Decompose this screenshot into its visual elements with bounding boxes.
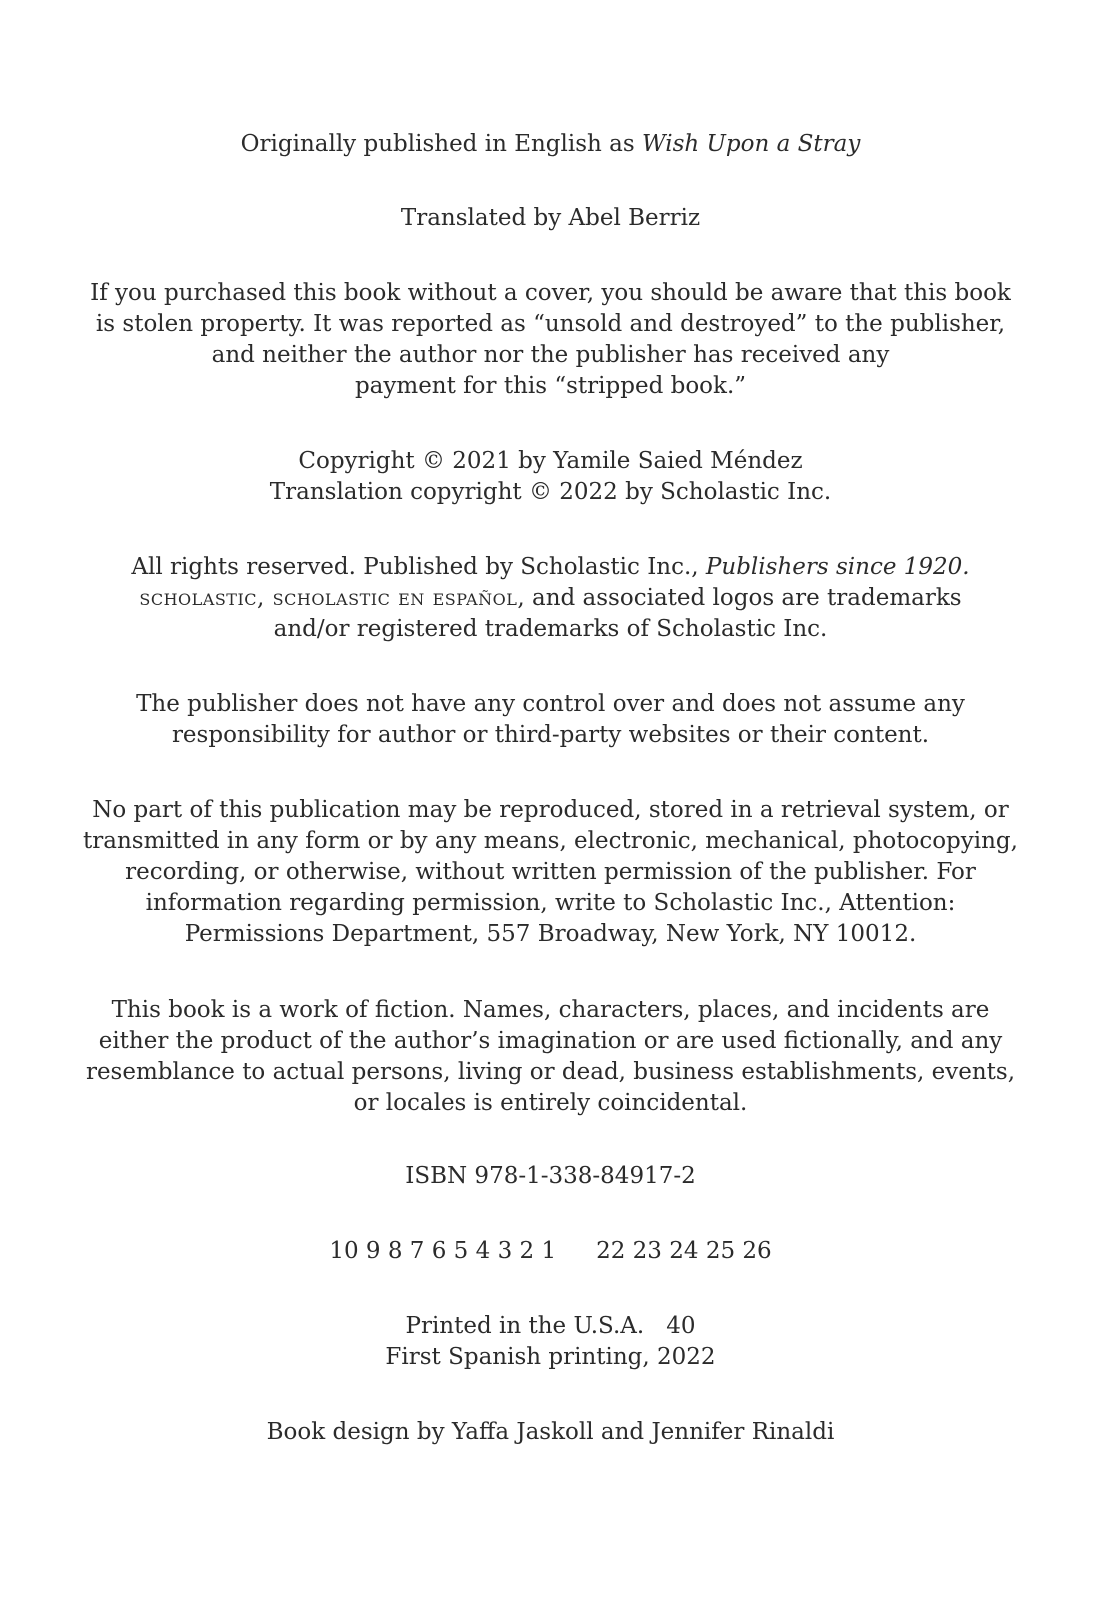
translator-credit — [0, 203, 1101, 234]
book-design-credit — [0, 1417, 1101, 1448]
copyright-notice — [0, 446, 1101, 508]
impression-numbers: 10 9 8 7 6 5 4 3 2 1 — [329, 1238, 557, 1264]
reproduction-line: information regarding permission, write to Scholastic Inc., Attention: — [145, 890, 956, 916]
printing-line — [0, 1236, 1101, 1267]
isbn — [0, 1161, 1101, 1192]
fiction-line: resemblance to actual persons, living or dead, business establishments, events, — [85, 1059, 1016, 1085]
reproduction-line: No part of this publication may be reproduced, stored in a retrieval system, or — [92, 797, 1009, 823]
printing-years: 22 23 24 25 26 — [596, 1238, 772, 1264]
stripped-book-notice — [0, 278, 1101, 402]
reproduction-notice — [0, 795, 1101, 950]
rights-line-3: and/or registered trademarks of Scholastic Inc. — [273, 616, 828, 642]
stripped-notice-line: and neither the author nor the publisher has received any — [211, 342, 890, 368]
reproduction-line: transmitted in any form or by any means, electronic, mechanical, photocopying, — [83, 828, 1018, 854]
reproduction-line: Permissions Department, 557 Broadway, New York, NY 10012. — [184, 921, 917, 947]
edition-line: First Spanish printing, 2022 — [385, 1344, 716, 1370]
stripped-notice-line: If you purchased this book without a cover, you should be aware that this book — [90, 280, 1011, 306]
trademark-names: scholastic, scholastic en español — [139, 585, 518, 611]
original-publication-prefix: Originally published in English as — [240, 131, 642, 157]
translator-line: Translated by Abel Berriz — [400, 205, 701, 231]
website-disclaimer — [0, 689, 1101, 751]
fiction-line: either the product of the author’s imagination or are used fictionally, and any — [98, 1028, 1003, 1054]
original-publication — [0, 129, 1101, 160]
fiction-notice — [0, 995, 1101, 1119]
original-title: Wish Upon a Stray — [642, 131, 861, 157]
book-design-line: Book design by Yaffa Jaskoll and Jennifer Rinaldi — [266, 1419, 835, 1445]
rights-reserved — [0, 552, 1101, 645]
printer-code: 40 — [666, 1313, 696, 1339]
disclaimer-line: The publisher does not have any control over and does not assume any — [136, 691, 965, 717]
stripped-notice-line: is stolen property. It was reported as “unsold and destroyed” to the publisher, — [95, 311, 1006, 337]
publishers-since: Publishers since 1920. — [705, 554, 970, 580]
rights-line-1: All rights reserved. Published by Scholastic Inc., — [131, 554, 706, 580]
isbn-line: ISBN 978-1-338-84917-2 — [405, 1163, 696, 1189]
reproduction-line: recording, or otherwise, without written permission of the publisher. For — [125, 859, 976, 885]
stripped-notice-line: payment for this “stripped book.” — [354, 373, 747, 399]
rights-line-2: , and associated logos are trademarks — [517, 585, 962, 611]
fiction-line: This book is a work of fiction. Names, characters, places, and incidents are — [111, 997, 990, 1023]
translation-copyright-line: Translation copyright © 2022 by Scholastic Inc. — [269, 479, 832, 505]
copyright-line: Copyright © 2021 by Yamile Saied Méndez — [298, 448, 803, 474]
fiction-line: or locales is entirely coincidental. — [353, 1090, 748, 1116]
printing-info — [0, 1311, 1101, 1373]
disclaimer-line: responsibility for author or third-party websites or their content. — [171, 722, 930, 748]
printed-location: Printed in the U.S.A. — [405, 1313, 645, 1339]
